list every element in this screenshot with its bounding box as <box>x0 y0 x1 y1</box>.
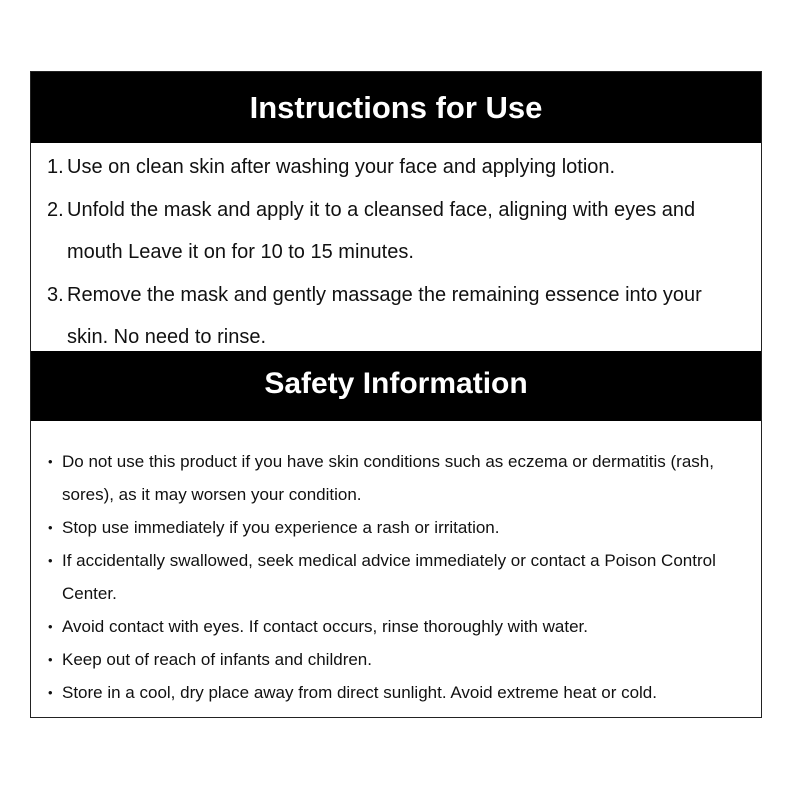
step-text: Unfold the mask and apply it to a cleansed face, aligning with eyes and mouth Leave it on for 10 to 15 minutes. <box>67 198 696 263</box>
instructions-heading: Instructions for Use <box>31 72 761 143</box>
bullet-icon: • <box>48 454 53 469</box>
step-text: Use on clean skin after washing your face and applying lotion. <box>67 156 616 178</box>
instruction-step <box>47 274 747 359</box>
instruction-step <box>47 146 747 189</box>
safety-item-text: Stop use immediately if you experience a rash or irritation. <box>62 518 500 537</box>
bullet-icon: • <box>48 553 53 568</box>
bullet-icon: • <box>48 520 53 535</box>
step-number: 2. <box>47 198 64 221</box>
bullet-icon: • <box>48 685 53 700</box>
instructions-list <box>31 143 761 351</box>
safety-heading: Safety Information <box>31 351 761 421</box>
safety-item <box>48 610 747 643</box>
step-text: Remove the mask and gently massage the remaining essence into your skin. No need to rinse. <box>67 283 702 348</box>
step-number: 3. <box>47 283 64 306</box>
safety-item <box>48 511 747 544</box>
safety-item-text: If accidentally swallowed, seek medical advice immediately or contact a Poison Control Center. <box>62 551 716 603</box>
safety-item-text: Do not use this product if you have skin conditions such as eczema or dermatitis (rash, sores), as it may worsen your condition. <box>62 452 714 504</box>
safety-item <box>48 445 747 511</box>
safety-item <box>48 676 747 709</box>
safety-item-text: Keep out of reach of infants and children. <box>62 650 372 669</box>
label-panel <box>30 71 762 718</box>
safety-list <box>31 421 761 709</box>
safety-item-text: Avoid contact with eyes. If contact occurs, rinse thoroughly with water. <box>62 617 588 636</box>
safety-item <box>48 544 747 610</box>
safety-item <box>48 643 747 676</box>
bullet-icon: • <box>48 619 53 634</box>
instruction-step <box>47 189 747 274</box>
step-number: 1. <box>47 156 64 178</box>
bullet-icon: • <box>48 652 53 667</box>
safety-item-text: Store in a cool, dry place away from direct sunlight. Avoid extreme heat or cold. <box>62 683 657 702</box>
